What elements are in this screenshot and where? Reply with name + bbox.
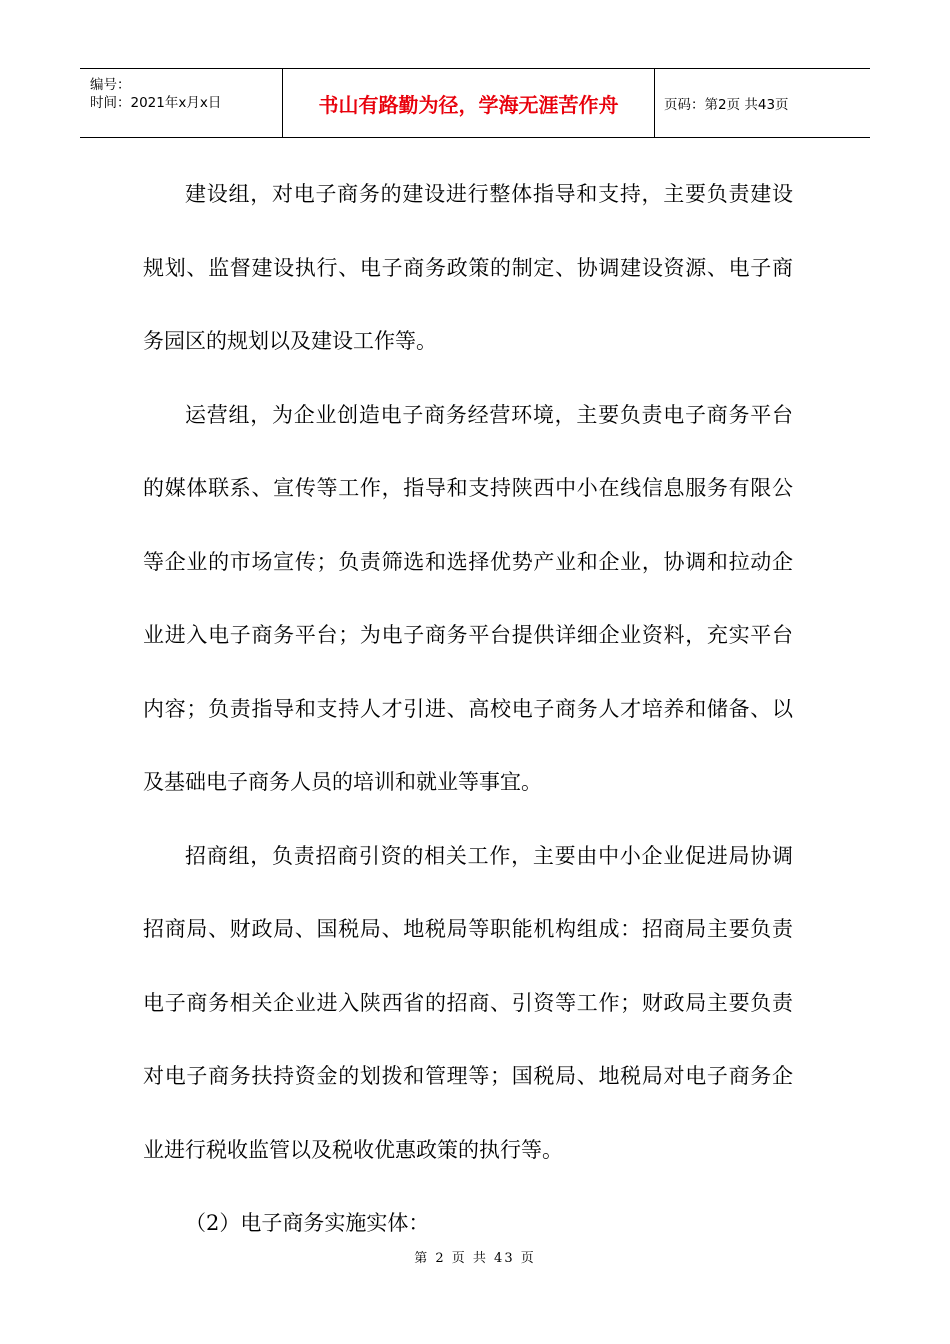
paragraph-operations-group: 运营组，为企业创造电子商务经营环境，主要负责电子商务平台的媒体联系、宣传等工作，指导和支持陕西中小在线信息服务有限公等企业的市场宣传；负责筛选和选择优势产业和企业，协调和拉动企业进入电子商务平台；为电子商务平台提供详细企业资料，充实平台内容；负责指导和支持人才引进、高校电子商务人才培养和储备、以及基础电子商务人员的培训和就业等事宜。 <box>143 402 793 794</box>
header-motto: 书山有路勤为径，学海无涯苦作舟 <box>283 69 655 137</box>
document-body <box>143 158 793 1261</box>
paragraph-investment-group: 招商组，负责招商引资的相关工作，主要由中小企业促进局协调招商局、财政局、国税局、地税局等职能机构组成：招商局主要负责电子商务相关企业进入陕西省的招商、引资等工作；财政局主要负责对电子商务扶持资金的划拨和管理等；国税局、地税局对电子商务企业进行税收监管以及税收优惠政策的执行等。 <box>143 843 793 1162</box>
header-page-info: 页码：第2页 共43页 <box>664 97 789 113</box>
page-header <box>80 68 870 138</box>
paragraph-section-heading: （2）电子商务实施实体： <box>185 1211 430 1235</box>
paragraph-construction-group: 建设组，对电子商务的建设进行整体指导和支持，主要负责建设规划、监督建设执行、电子商务政策的制定、协调建设资源、电子商务园区的规划以及建设工作等。 <box>143 182 793 353</box>
header-meta-cell <box>80 69 283 137</box>
document-number-label: 编号： <box>90 77 131 93</box>
document-date-label: 时间：2021年x月x日 <box>90 95 222 111</box>
page-footer: 第 2 页 共 43 页 <box>414 1251 536 1266</box>
